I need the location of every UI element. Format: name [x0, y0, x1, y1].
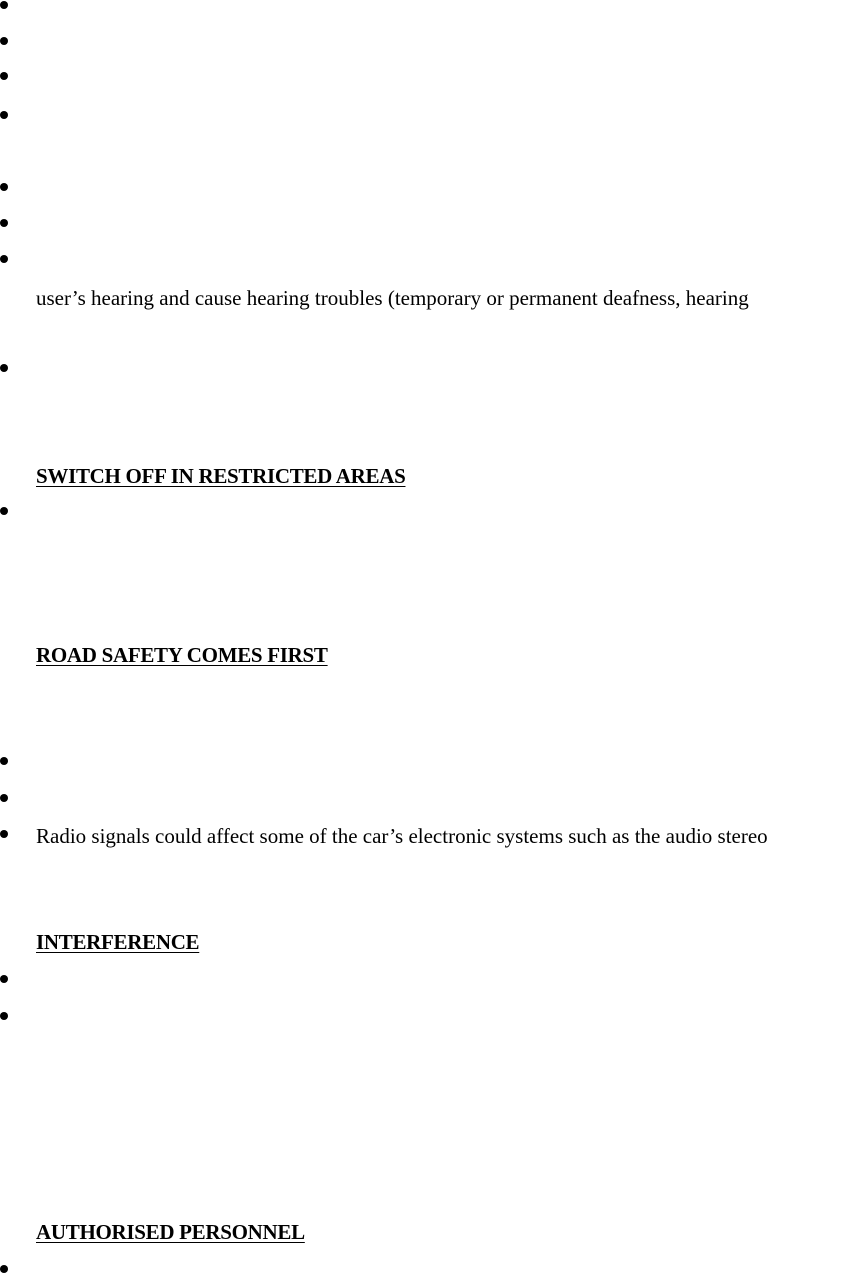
section-heading: INTERFERENCE — [36, 930, 200, 954]
bullet-dot-icon — [0, 219, 10, 229]
body-text-line: user’s hearing and cause hearing troubles (temporary or permanent deafness, hearing — [36, 286, 749, 310]
bullet-dot-icon — [0, 757, 10, 767]
section-heading: SWITCH OFF IN RESTRICTED AREAS — [36, 464, 406, 488]
bullet-dot-icon — [0, 830, 10, 840]
bullet-dot-icon — [0, 507, 10, 517]
bullet-dot-icon — [0, 1012, 10, 1022]
bullet-dot-icon — [0, 72, 10, 82]
bullet-dot-icon — [0, 183, 10, 193]
section-heading: ROAD SAFETY COMES FIRST — [36, 643, 328, 667]
bullet-dot-icon — [0, 364, 10, 374]
bullet-dot-icon — [0, 111, 10, 121]
bullet-dot-icon — [0, 37, 10, 47]
section-heading: AUTHORISED PERSONNEL — [36, 1220, 305, 1244]
bullet-dot-icon — [0, 975, 10, 985]
bullet-dot-icon — [0, 255, 10, 265]
bullet-dot-icon — [0, 1, 10, 11]
bullet-dot-icon — [0, 794, 10, 804]
body-text-line: Radio signals could affect some of the car’s electronic systems such as the audio stereo — [36, 824, 768, 848]
